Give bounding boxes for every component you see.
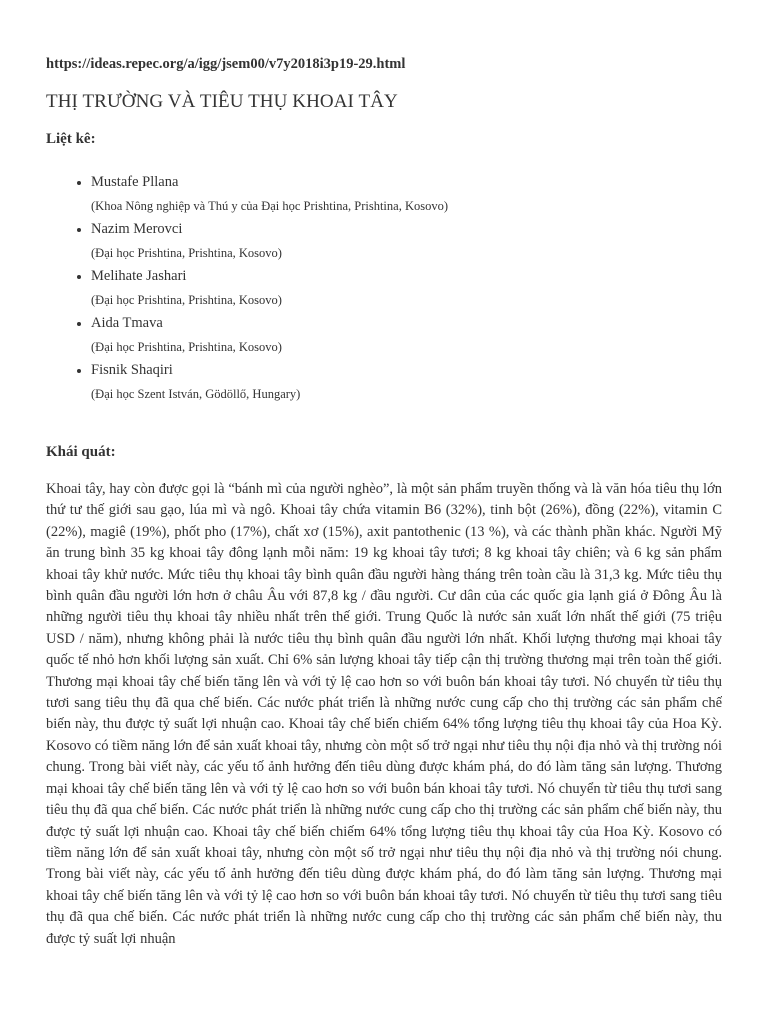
summary-heading: Khái quát:: [46, 444, 116, 460]
author-affiliation: (Đại học Prishtina, Prishtina, Kosovo): [91, 293, 282, 307]
author-name: • Fisnik Shaqiri: [91, 362, 173, 378]
author-affiliation: (Đại học Prishtina, Prishtina, Kosovo): [91, 246, 282, 260]
document-title: THỊ TRƯỜNG VÀ TIÊU THỤ KHOAI TÂY: [46, 91, 398, 112]
author-list-item: [91, 266, 448, 313]
author-name: • Melihate Jashari: [91, 268, 187, 284]
author-list: [46, 172, 448, 407]
author-affiliation: (Đại học Prishtina, Prishtina, Kosovo): [91, 340, 282, 354]
author-affiliation: (Đại học Szent István, Gödöllő, Hungary): [91, 387, 301, 401]
author-list-item: [91, 313, 448, 360]
authors-heading: Liệt kê:: [46, 131, 96, 147]
author-name: • Mustafe Pllana: [91, 174, 179, 190]
author-affiliation: (Khoa Nông nghiệp và Thú y của Đại học Prishtina, Prishtina, Kosovo): [91, 199, 449, 213]
summary-paragraph: Khoai tây, hay còn được gọi là “bánh mì của người nghèo”, là một sản phẩm truyền thống và là văn hóa tiêu thụ lớn thứ tư thế giới sau gạo, lúa mì và ngô. Khoai tây chứa vitamin B6 (32%), tinh bột (26%), đồng (22%), vitamin C (22%), magiê (19%), phốt pho (17%), chất xơ (15%), axit pantothenic (13 %), và các thành phần khác. Người Mỹ ăn trung bình 35 kg khoai tây đông lạnh mỗi năm: 19 kg khoai tây tươi; 8 kg khoai tây chiên; và 6 kg sản phẩm khoai tây khử nước. Mức tiêu thụ khoai tây bình quân đầu người hàng tháng trên toàn cầu là 31,3 kg. Mức tiêu thụ bình quân đầu người lớn hơn ở châu Âu với 87,8 kg / đầu người. Cư dân của các quốc gia lạnh giá ở Đông Âu là những người tiêu thụ khoai tây nhiều nhất trên thế giới. Trung Quốc là nước sản xuất lớn nhất thế giới (75 triệu USD / năm), nhưng không phải là nước tiêu thụ bình quân đầu người lớn nhất. Khối lượng thương mại khoai tây quốc tế nhỏ hơn khối lượng sản xuất. Chỉ 6% sản lượng khoai tây tiếp cận thị trường thương mại trên toàn thế giới. Thương mại khoai tây chế biến tăng lên và với tỷ lệ cao hơn so với buôn bán khoai tây tươi. Nó chuyển từ tiêu thụ tươi sang tiêu thụ đã qua chế biến. Các nước phát triển là những nước cung cấp cho thị trường các sản phẩm chế biến này, thu được tỷ suất lợi nhuận cao. Khoai tây chế biến chiếm 64% tổng lượng tiêu thụ khoai tây của Hoa Kỳ. Kosovo có tiềm năng lớn để sản xuất khoai tây, nhưng còn một số trở ngại như tiêu thụ nội địa nhỏ và thị trường nói chung. Trong bài viết này, các yếu tố ảnh hưởng đến tiêu dùng được khám phá, do đó làm tăng sản lượng. Thương mại khoai tây chế biến tăng lên và với tỷ lệ cao hơn so với buôn bán khoai tây tươi. Nó chuyển từ tiêu thụ tươi sang tiêu thụ đã qua chế biến. Các nước phát triển là những nước cung cấp cho thị trường các sản phẩm chế biến này, thu được tỷ suất lợi nhuận cao. Khoai tây chế biến chiếm 64% tổng lượng tiêu thụ khoai tây của Hoa Kỳ. Kosovo có tiềm năng lớn để sản xuất khoai tây, nhưng còn một số trở ngại như tiêu thụ nội địa nhỏ và thị trường nói chung. Trong bài viết này, các yếu tố ảnh hưởng đến tiêu dùng được khám phá, do đó làm tăng sản lượng. Thương mại khoai tây chế biến tăng lên và với tỷ lệ cao hơn so với buôn bán khoai tây tươi. Nó chuyển từ tiêu thụ tươi sang tiêu thụ đã qua chế biến. Các nước phát triển là những nước cung cấp cho thị trường các sản phẩm chế biến này, thu được tỷ suất lợi nhuận: [46, 481, 722, 947]
author-list-item: [91, 172, 448, 219]
source-url-link[interactable]: https://ideas.repec.org/a/igg/jsem00/v7y2018i3p19-29.html: [46, 56, 406, 72]
author-list-item: [91, 219, 448, 266]
author-name: • Nazim Merovci: [91, 221, 183, 237]
author-name: • Aida Tmava: [91, 315, 163, 331]
author-list-item: [91, 360, 448, 407]
